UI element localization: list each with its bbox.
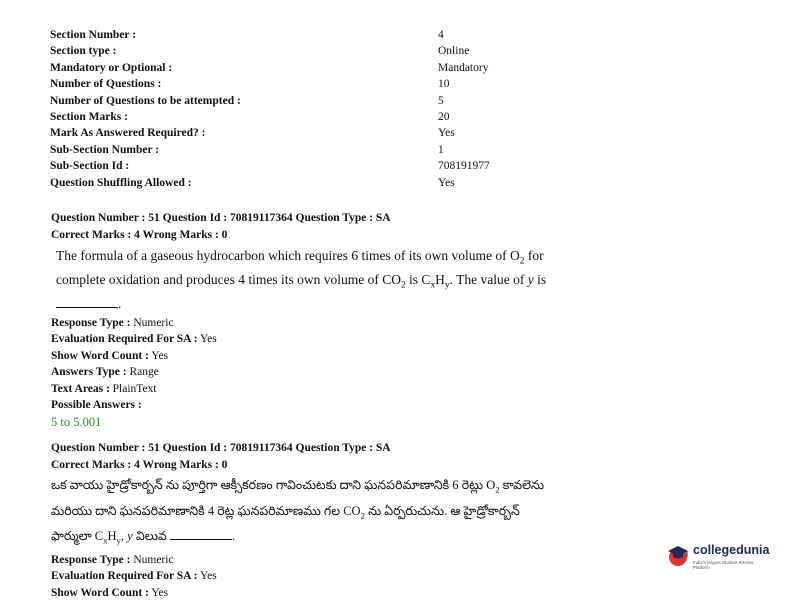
meta-value: Yes: [438, 176, 455, 189]
answer-blank: [170, 529, 232, 540]
answers-type: Answers Type : Range: [51, 366, 159, 379]
question-telugu: [51, 440, 591, 601]
logo-name: collegedunia: [693, 543, 770, 557]
meta-label: Number of Questions to be attempted :: [50, 94, 241, 107]
question-text: [51, 475, 591, 552]
possible-answers-value: 5 to 5.001: [51, 414, 102, 429]
meta-value: 708191977: [438, 160, 490, 173]
question-marks: Correct Marks : 4 Wrong Marks : 0: [51, 228, 228, 241]
question-header: Question Number : 51 Question Id : 70819117364 Question Type : SA: [51, 212, 391, 224]
show-word-count: Show Word Count : Yes: [51, 349, 169, 362]
sub-section-number-row: [50, 142, 490, 158]
text-areas: Text Areas : PlainText: [51, 382, 157, 395]
section-number-row: [50, 27, 490, 43]
meta-label: Number of Questions :: [50, 78, 162, 91]
answer-blank: [56, 297, 118, 308]
section-type-row: [50, 43, 490, 59]
response-type: Response Type : Numeric: [51, 316, 174, 329]
response-type: Response Type : Numeric: [51, 553, 174, 566]
question-line: ఫార్ములా $C_xH_y$, y విలువ .: [51, 529, 236, 546]
logo-tagline: India's largest Student Review Platform: [693, 560, 754, 570]
meta-value: 4: [438, 29, 444, 41]
question-line: మరియు దాని ఘనపరిమాణానికి 4 రెట్ల ఘనపరిమాణము గల $CO_2$ ను ఏర్పరుచును. ఆ హైడ్రోకార్బన్: [51, 503, 520, 520]
meta-label: Section Number :: [50, 29, 137, 41]
graduation-cap-icon: [665, 542, 691, 568]
section-marks-row: [50, 109, 490, 125]
meta-label: Mandatory or Optional :: [50, 61, 173, 74]
meta-label: Section Marks :: [50, 110, 128, 123]
meta-label: Mark As Answered Required? :: [50, 127, 206, 140]
meta-label: Sub-Section Number :: [50, 143, 160, 156]
evaluation-required: Evaluation Required For SA : Yes: [51, 570, 217, 582]
meta-value: 5: [438, 94, 444, 107]
number-of-questions-row: [50, 76, 490, 92]
show-word-count: Show Word Count : Yes: [51, 586, 169, 599]
mandatory-row: [50, 60, 490, 76]
meta-value: 20: [438, 110, 450, 123]
shuffling-row: [50, 175, 490, 191]
possible-answers-label: Possible Answers :: [51, 399, 142, 412]
meta-value: Yes: [438, 127, 455, 140]
question-english: [51, 210, 591, 431]
collegedunia-logo: [665, 540, 770, 576]
meta-value: Mandatory: [438, 61, 489, 74]
section-metadata: [50, 27, 490, 191]
meta-label: Sub-Section Id :: [50, 160, 130, 173]
question-marks: Correct Marks : 4 Wrong Marks : 0: [51, 458, 228, 471]
meta-label: Section type :: [50, 45, 117, 58]
mark-answered-row: [50, 125, 490, 141]
questions-attempted-row: [50, 93, 490, 109]
question-line: ఒక వాయు హైడ్రోకార్బన్ ను పూర్తిగా ఆక్సీకరణం గావించుటకు దాని ఘనపరిమాణానికి 6 రెట్లు $O_2$ కావలెను: [51, 478, 545, 495]
question-text: The formula of a gaseous hydrocarbon which requires 6 times of its own volume of $O_2$ for complete oxidation and produces 4 times its own volume of $CO_2$ is $C_xH_y$. The value of y is .: [56, 248, 547, 312]
meta-label: Question Shuffling Allowed :: [50, 176, 192, 189]
meta-value: 10: [438, 78, 450, 91]
question-header: Question Number : 51 Question Id : 70819117364 Question Type : SA: [51, 442, 391, 454]
meta-value: 1: [438, 143, 444, 156]
meta-value: Online: [438, 45, 470, 58]
evaluation-required: Evaluation Required For SA : Yes: [51, 333, 217, 346]
sub-section-id-row: [50, 158, 490, 174]
